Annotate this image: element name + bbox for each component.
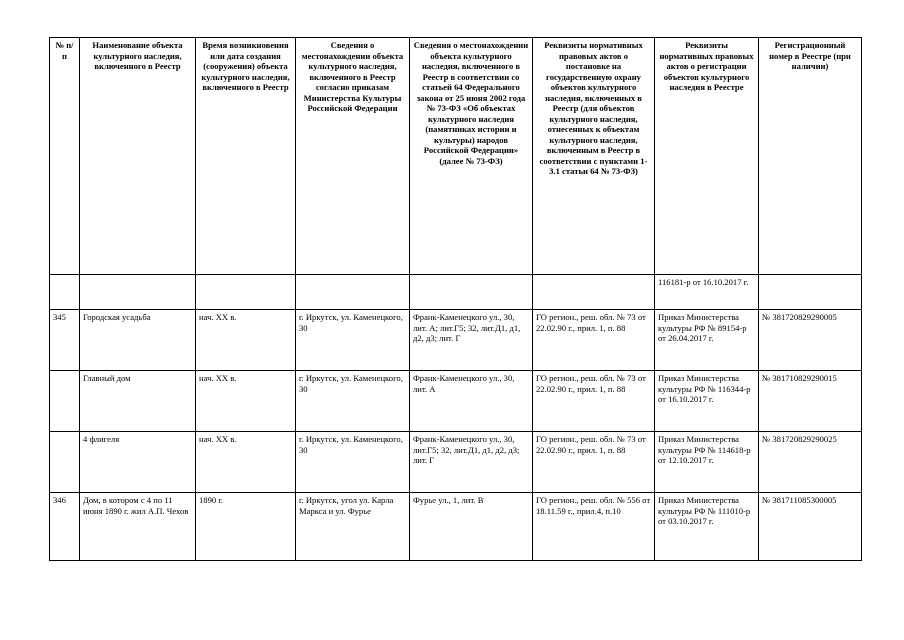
cell-location-law: Франк-Каменецкого ул., 30, лит.Г5; 32, лит.Д1, д1, д2, д3; лит. Г (410, 432, 533, 493)
cell-registration-act: Приказ Министерства культуры РФ № 114618-р от 12.10.2017 г. (655, 432, 759, 493)
cell-number: 345 (50, 310, 80, 371)
cell-registration-act: Приказ Министерства культуры РФ № 111010-р от 03.10.2017 г. (655, 493, 759, 561)
header-cell-reg-number: Регистрационный номер в Реестре (при наличии) (759, 38, 862, 275)
header-cell-name: Наименование объекта культурного наследия, включенного в Реестр (80, 38, 196, 275)
cell-reg-number: № 381720829290005 (759, 310, 862, 371)
cell-location-law: Фурье ул., 1, лит. В (410, 493, 533, 561)
cell-protection-act: ГО регион., реш. обл. № 73 от 22.02.90 г., прил. 1, п. 88 (533, 310, 655, 371)
cell-registration-act: 116181-р от 16.10.2017 г. (655, 275, 759, 310)
cell-number (50, 371, 80, 432)
cell-location-order: г. Иркутск, угол ул. Карла Маркса и ул. Фурье (296, 493, 410, 561)
cell-reg-number: № 381711085300005 (759, 493, 862, 561)
cell-name: Дом, в котором с 4 по 11 июня 1890 г. жил А.П. Чехов (80, 493, 196, 561)
cell-location-order (296, 275, 410, 310)
cell-number (50, 432, 80, 493)
cell-protection-act: ГО регион., реш. обл. № 73 от 22.02.90 г., прил. 1, п. 88 (533, 432, 655, 493)
cell-number: 346 (50, 493, 80, 561)
cell-reg-number (759, 275, 862, 310)
header-cell-date: Время возникновения или дата создания (сооружения) объекта культурного наследия, включенного в Реестр (196, 38, 296, 275)
cell-name: Главный дом (80, 371, 196, 432)
header-cell-location-law: Сведения о местонахождении объекта культурного наследия, включенного в Реестр в соответствии со статьей 64 Федерального закона от 25 июня 2002 года № 73-ФЗ «Об объектах культурного наследия (памятниках истории и культуры) народов Российской Федерации» (далее № 73-ФЗ) (410, 38, 533, 275)
cell-number (50, 275, 80, 310)
cell-name: 4 флигеля (80, 432, 196, 493)
header-row (50, 38, 862, 275)
cell-protection-act: ГО регион., реш. обл. № 556 от 18.11.59 г., прил.4, п.10 (533, 493, 655, 561)
cell-registration-act: Приказ Министерства культуры РФ № 89154-р от 26.04.2017 г. (655, 310, 759, 371)
header-cell-number: № п/п (50, 38, 80, 275)
cell-date (196, 275, 296, 310)
cell-registration-act: Приказ Министерства культуры РФ № 116344-р от 16.10.2017 г. (655, 371, 759, 432)
cell-date: нач. XX в. (196, 310, 296, 371)
table-row (50, 275, 862, 310)
cell-location-order: г. Иркутск, ул. Каменецкого, 30 (296, 432, 410, 493)
table-row (50, 493, 862, 561)
table-row (50, 432, 862, 493)
table-row (50, 371, 862, 432)
cell-location-law: Франк-Каменецкого ул., 30, лит. А (410, 371, 533, 432)
header-cell-registration-act: Реквизиты нормативных правовых актов о регистрации объектов культурного наследия в Реестре (655, 38, 759, 275)
heritage-registry-table (49, 37, 862, 561)
cell-protection-act (533, 275, 655, 310)
cell-location-law (410, 275, 533, 310)
header-cell-location-order: Сведения о местонахождении объекта культурного наследия, включенного в Реестр согласно приказам Министерства Культуры Российской Федерации (296, 38, 410, 275)
cell-location-order: г. Иркутск, ул. Каменецкого, 30 (296, 310, 410, 371)
cell-name (80, 275, 196, 310)
header-cell-protection-act: Реквизиты нормативных правовых актов о постановке на государственную охрану объектов культурного наследия, включенных в Реестр (для объектов культурного наследия, отнесенных к объектам культурного наследия, включенным в Реестр в соответствии с пунктами 1-3.1 статьи 64 № 73-ФЗ) (533, 38, 655, 275)
cell-name: Городская усадьба (80, 310, 196, 371)
cell-reg-number: № 381710829290015 (759, 371, 862, 432)
cell-date: нач. XX в. (196, 432, 296, 493)
table-row (50, 310, 862, 371)
cell-date: нач. XX в. (196, 371, 296, 432)
cell-location-order: г. Иркутск, ул. Каменецкого, 30 (296, 371, 410, 432)
cell-reg-number: № 381720829290025 (759, 432, 862, 493)
cell-location-law: Франк-Каменецкого ул., 30, лит. А; лит.Г5; 32, лит.Д1, д1, д2, д3; лит. Г (410, 310, 533, 371)
cell-date: 1890 г. (196, 493, 296, 561)
cell-protection-act: ГО регион., реш. обл. № 73 от 22.02.90 г., прил. 1, п. 88 (533, 371, 655, 432)
